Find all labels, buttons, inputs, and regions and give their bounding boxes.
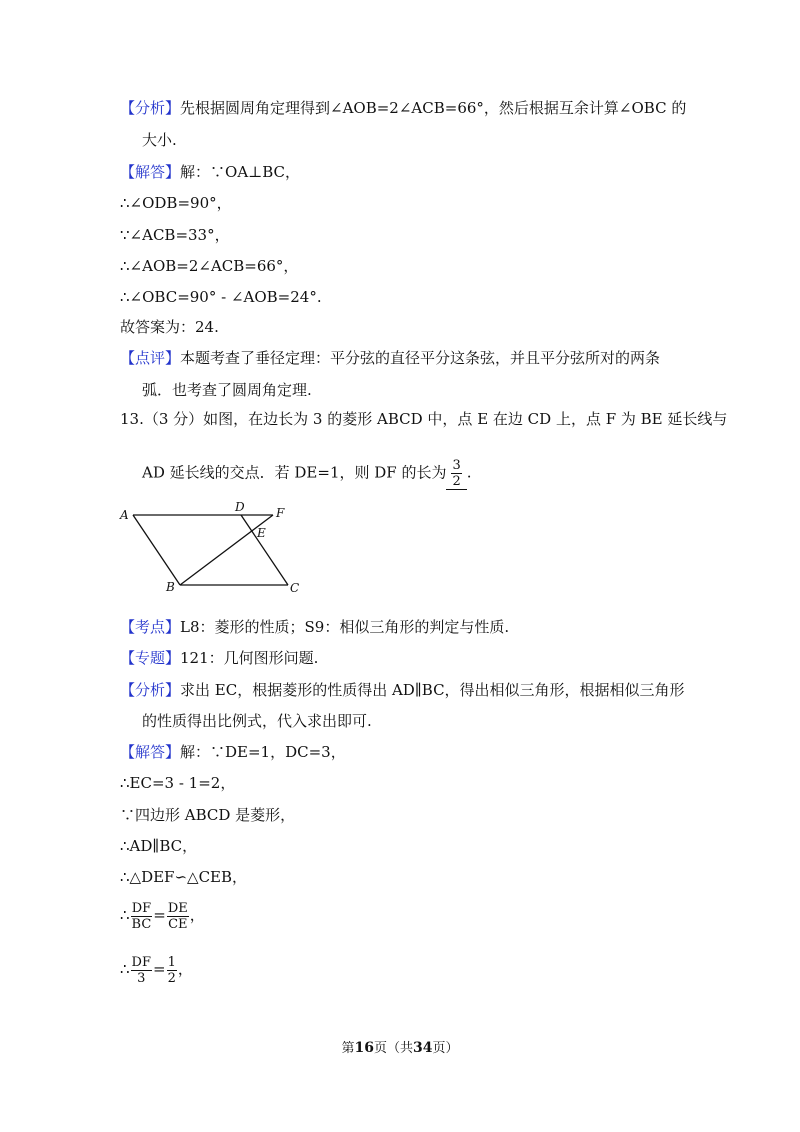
- answer-line: [120, 742, 346, 762]
- comma: ，: [177, 960, 193, 978]
- solution-step: ∴∠AOB=2∠ACB=66°，: [120, 257, 299, 275]
- fraction-1-2: [167, 955, 177, 986]
- question-stem-text: AD 延长线的交点．若 DE=1，则 DF 的长为: [142, 463, 447, 482]
- label-C: C: [290, 581, 300, 593]
- question-stem: 13.（3 分）如图，在边长为 3 的菱形 ABCD 中，点 E 在边 CD 上，点 F 为 BE 延长线与: [120, 410, 728, 428]
- page-number: 16: [354, 1040, 374, 1056]
- final-answer: 故答案为：24.: [120, 318, 219, 336]
- analysis-tag: 【分析】: [120, 681, 181, 699]
- topic-line: [120, 648, 318, 668]
- analysis-line: [120, 98, 686, 118]
- label-D: D: [235, 500, 245, 514]
- knowledge-text: L8：菱形的性质；S9：相似三角形的判定与性质.: [180, 618, 510, 636]
- label-F: F: [276, 506, 285, 520]
- question-stem-end: .: [466, 463, 472, 482]
- fraction-denominator: CE: [168, 916, 188, 932]
- analysis-text: 先根据圆周角定理得到∠AOB=2∠ACB=66°，然后根据互余计算∠OBC 的: [180, 99, 687, 117]
- analysis-text-cont: 大小.: [142, 131, 177, 149]
- question-stem-cont: [142, 458, 472, 490]
- fraction-DF-BC: [131, 901, 153, 932]
- therefore-symbol: ∴: [120, 960, 130, 978]
- footer-prefix: 第: [341, 1041, 355, 1056]
- topic-text: 121：几何图形问题.: [180, 649, 319, 667]
- solution-step: ∵四边形 ABCD 是菱形，: [120, 806, 296, 824]
- fraction-denominator: 2: [167, 970, 176, 986]
- comment-text-cont: 弧．也考查了圆周角定理.: [142, 381, 312, 399]
- comment-line: [120, 348, 660, 368]
- footer-middle: 页（共: [373, 1041, 413, 1056]
- analysis-text-cont: 的性质得出比例式，代入求出即可.: [142, 712, 372, 730]
- fraction-denominator: BC: [131, 916, 152, 932]
- fraction-denominator: 2: [452, 474, 461, 489]
- solution-step: ∵∠ACB=33°，: [120, 226, 230, 244]
- answer-line: [120, 162, 300, 182]
- fraction-numerator: DE: [167, 900, 188, 916]
- fraction-DE-CE: [167, 901, 189, 932]
- comment-text: 本题考查了垂径定理：平分弦的直径平分这条弦，并且平分弦所对的两条: [180, 349, 661, 367]
- analysis-line: [120, 680, 685, 700]
- total-pages: 34: [413, 1040, 433, 1056]
- label-B: B: [166, 580, 175, 593]
- label-A: A: [120, 508, 129, 522]
- topic-tag: 【专题】: [120, 649, 181, 667]
- ratio-equation: [120, 898, 205, 932]
- fraction-denominator: 3: [137, 970, 146, 986]
- comment-tag: 【点评】: [120, 349, 181, 367]
- footer-suffix: 页）: [432, 1041, 459, 1056]
- solution-step: ∴AD∥BC，: [120, 837, 198, 855]
- page-footer: [0, 1037, 800, 1056]
- solution-step: ∴∠ODB=90°，: [120, 194, 232, 212]
- fraction-DF-3: [131, 955, 152, 986]
- label-E: E: [257, 526, 266, 540]
- fraction-numerator: DF: [131, 954, 151, 970]
- knowledge-tag: 【考点】: [120, 618, 181, 636]
- fraction-numerator: 3: [452, 458, 461, 473]
- fraction-numerator: 1: [167, 954, 176, 970]
- answer-text: 解：∵DE=1，DC=3，: [180, 743, 346, 761]
- solution-step: ∴EC=3 - 1=2，: [120, 774, 236, 792]
- solution-step: ∴△DEF∽△CEB，: [120, 868, 248, 886]
- segment-AB: [133, 515, 180, 585]
- knowledge-line: [120, 617, 509, 637]
- analysis-text: 求出 EC，根据菱形的性质得出 AD∥BC，得出相似三角形，根据相似三角形: [180, 681, 685, 699]
- ratio-equation: [120, 952, 193, 986]
- answer-fraction: [451, 458, 461, 489]
- analysis-tag: 【分析】: [120, 99, 181, 117]
- answer-tag: 【解答】: [120, 743, 181, 761]
- comma: ，: [189, 906, 205, 924]
- answer-blank: [446, 458, 466, 490]
- answer-text: 解：∵OA⊥BC，: [180, 163, 301, 181]
- equals-sign: =: [153, 906, 166, 924]
- answer-tag: 【解答】: [120, 163, 181, 181]
- therefore-symbol: ∴: [120, 906, 130, 924]
- rhombus-figure: [118, 498, 308, 593]
- equals-sign: =: [153, 960, 166, 978]
- fraction-numerator: DF: [131, 900, 152, 916]
- solution-step: ∴∠OBC=90° - ∠AOB=24°.: [120, 288, 322, 306]
